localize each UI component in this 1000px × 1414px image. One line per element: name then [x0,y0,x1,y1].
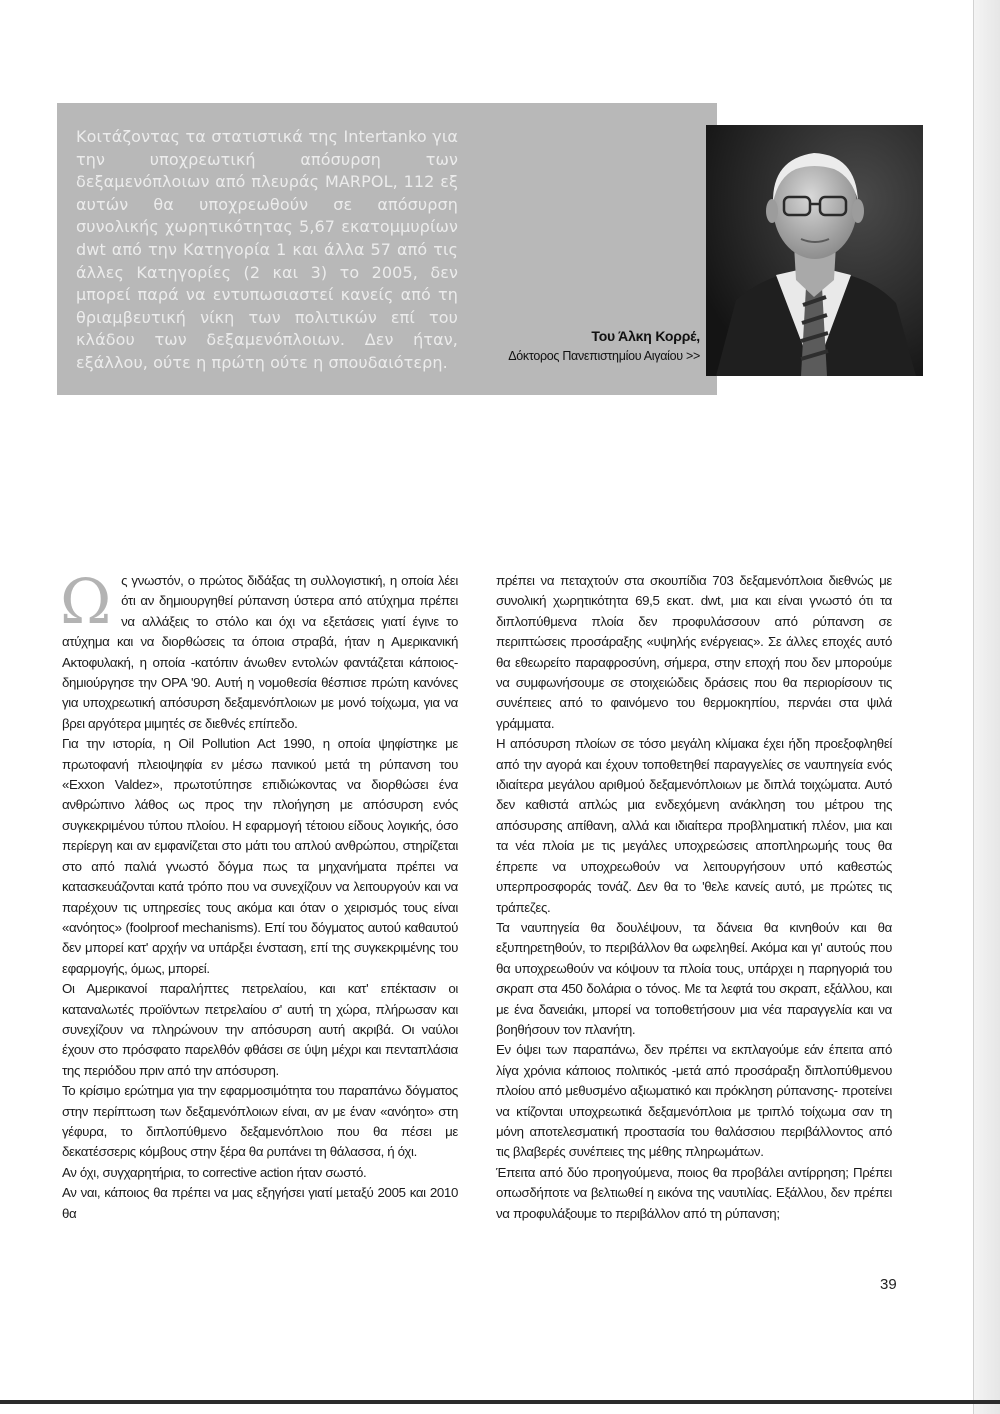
paragraph: Έπειτα από δύο προηγούμενα, ποιος θα προβάλει αντίρρηση; Πρέπει οπωσδήποτε να βελτιωθεί η εικόνα της ναυτιλίας. Εξάλλου, δεν πρέπει να προφυλάξουμε το περιβάλλον από τη ρύπανση; [496,1164,892,1221]
paragraph: Η απόσυρση πλοίων σε τόσο μεγάλη κλίμακα έχει ήδη προεξοφληθεί από την αγορά και έχουν τοποθετηθεί παραγγελίες σε ναυπηγεία ενός ιδιαίτερα μεγάλου αριθμού δεξαμενόπλοιων με διπλά τοιχώματα. Αυτό δεν καθιστά απλώς μια ενδεχόμενη ανάκληση του μέτρου της απόσυρσης απίθανη, αλλά και ιδιαίτερα προβληματική πλέον, μια και τα νέα πλοία με τις μεγάλες υποχρεώσεις αποπληρωμής τους θα έπρεπε να υποχρεωθούν να λειτουργήσουν υπό καθεστώς υπερπροσφοράς τονάζ. Δεν θα το 'θελε κανείς αυτό, με πρώτες τις τράπεζες. [496,736,892,915]
author-title: Δόκτορος Πανεπιστημίου Αιγαίου >> [508,349,700,363]
paragraph: πρέπει να πεταχτούν στα σκουπίδια 703 δεξαμενόπλοια διεθνώς με συνολική χωρητικότητα 69,5 εκατ. dwt, μια και είναι γνωστό ότι τα διπλοπύθμενα πλοία δεν προφυλάσσουν από ρύπανση σε περιπτώσεις προσάραξης «υψηλής ενέργειας». Σε άλλες εποχές αυτό θα εθεωρείτο παραφροσύνη, σήμερα, στην εποχή που δεν μπορούμε να συμφωνήσουμε σε στοιχειώδεις δράσεις που θα περιορίσουν τις συνέπειες από το φαινόμενο του θερμοκηπίου, περνάει στα ψιλά γράμματα. [496,573,892,731]
article-column-right [496,571,892,1224]
author-photo [706,125,923,376]
paragraph: Τα ναυπηγεία θα δουλέψουν, τα δάνεια θα κινηθούν και θα εξυπηρετηθούν, το περιβάλλον θα ωφεληθεί. Ακόμα και γι' αυτούς που θα υποχρεωθούν να κόψουν τα πλοία τους, υπάρχει η παρηγοριά του σκραπ στα 450 δολάρια ο τόνος. Με τα λεφτά του σκραπ, εξάλλου, και με ένα δανειάκι, μπορεί να τοποθετήσουν μια νέα παραγγελία και να βοηθήσουν τον πλανήτη. [496,919,892,1037]
author-byline [495,328,700,363]
article-column-left [60,565,458,1224]
author-portrait-image [706,125,923,376]
drop-cap: Ω [60,565,112,638]
author-name: Του Άλκη Κορρέ, [591,328,700,344]
bottom-rule [0,1400,1000,1404]
paragraph: Οι Αμερικανοί παραλήπτες πετρελαίου, και κατ' επέκτασιν οι καταναλωτές προϊόντων πετρελαίου σ' αυτή τη χώρα, πλήρωσαν και συνεχίζουν να πληρώνουν την απόσυρση αυτή ακριβά. Οι ναύλοι έχουν στο πρόσφατο παρελθόν φθάσει σε ύψη μέχρι και πενταπλάσια της περιόδου πριν από την απόσυρση. [62,981,458,1078]
paragraph: Εν όψει των παραπάνω, δεν πρέπει να εκπλαγούμε εάν έπειτα από λίγα χρόνια κάποιος πολιτικός -μετά από προσάραξη διπλοπύθμενου πλοίου από μεθυσμένο αξιωματικό και πρόκληση ρύπανσης- προτείνει να κτίζονται υποχρεωτικά δεξαμενόπλοια με τριπλό τοίχωμα σαν τη μόνη αποτελεσματική προστασία του θαλάσσιου περιβάλλοντος από τις βλαβερές συνέπειες της μέθης πληρωμάτων. [496,1042,892,1160]
paragraph: Για την ιστορία, η Oil Pollution Act 1990, η οποία ψηφίστηκε με πρωτοφανή πλειοψηφία εν μέσω πανικού μετά τη ρύπανση του «Exxon Valdez», πρωτοτύπησε επιδιώκοντας να διορθώσει ένα ανθρώπινο λάθος ως προς την πλοήγηση με απόσυρση ενός συγκεκριμένου τύπου πλοίου. Η εφαρμογή τέτοιου είδους λογικής, όσο περίεργη και αν εμφανίζεται στο μάτι του απλού ανθρώπου, στηρίζεται στο από παλιά γνωστό δόγμα πως τα μηχανήματα πρέπει να κατασκευάζονται κατά τρόπο που να συνεχίζουν να λειτουργούν και να παρέχουν τις υπηρεσίες τους ακόμα και όταν ο χειρισμός τους είναι «ανόητος» (foolproof mechanisms). Επί του δόγματος αυτού καθαυτού δεν μπορεί κατ' αρχήν να υπάρξει ένσταση, επί της συγκεκριμένης του εφαρμογής, όμως, μπορεί. [62,736,458,976]
paragraph: Αν ναι, κάποιος θα πρέπει να μας εξηγήσει γιατί μεταξύ 2005 και 2010 θα [62,1185,458,1221]
paragraph: Ως γνωστόν, ο πρώτος διδάξας τη συλλογιστική, η οποία λέει ότι αν δημιουργηθεί ρύπανση ύστερα από ατύχημα πρέπει να αλλάξεις το στόλο και όχι να εξετάσεις γιατί έγινε το ατύχημα και να διορθώσεις τα όποια στραβά, ήταν η Αμερικανική Ακτοφυλακή, η οποία -κατόπιν άνωθεν εντολών φαντάζεται κάποιος- δημιούργησε την OPA '90. Αυτή η νομοθεσία θέσπισε πρώτη κανόνες για υποχρεωτική απόσυρση δεξαμενόπλοιων με μονό τοίχωμα, για να βρει αργότερα μιμητές σε διεθνές επίπεδο. [60,565,458,731]
page-number: 39 [880,1276,897,1293]
paragraph: Το κρίσιμο ερώτημα για την εφαρμοσιμότητα του παραπάνω δόγματος στην περίπτωση των δεξαμενόπλοιων είναι, αν με έναν «ανόητο» στη γέφυρα, το διπλοπύθμενο δεξαμενόπλοιο που θα πέσει με δεκατέσσερις κόμβους στην ξέρα θα ρυπάνει τη θάλασσα, ή όχι. [62,1083,458,1160]
paragraph: Αν όχι, συγχαρητήρια, το corrective action ήταν σωστό. [62,1164,367,1180]
intro-text: Κοιτάζοντας τα στατιστικά της Intertanko για την υποχρεωτική απόσυρση των δεξαμενόπλοιων από πλευράς MARPOL, 112 εξ αυτών θα υποχρεωθούν σε απόσυρση συνολικής χωρητικότητας 5,67 εκατομμυρίων dwt από την Κατηγορία 1 και άλλα 57 από τις άλλες Κατηγορίες (2 και 3) το 2005, δεν μπορεί παρά να εντυπωσιαστεί κανείς από τη θριαμβευτική νίκη των πολιτικών επί του κλάδου των δεξαμενόπλοιων. Δεν ήταν, εξάλλου, ούτε η πρώτη ούτε η σπουδαιότερη. [76,127,458,372]
page-edge-shadow [973,0,1000,1414]
